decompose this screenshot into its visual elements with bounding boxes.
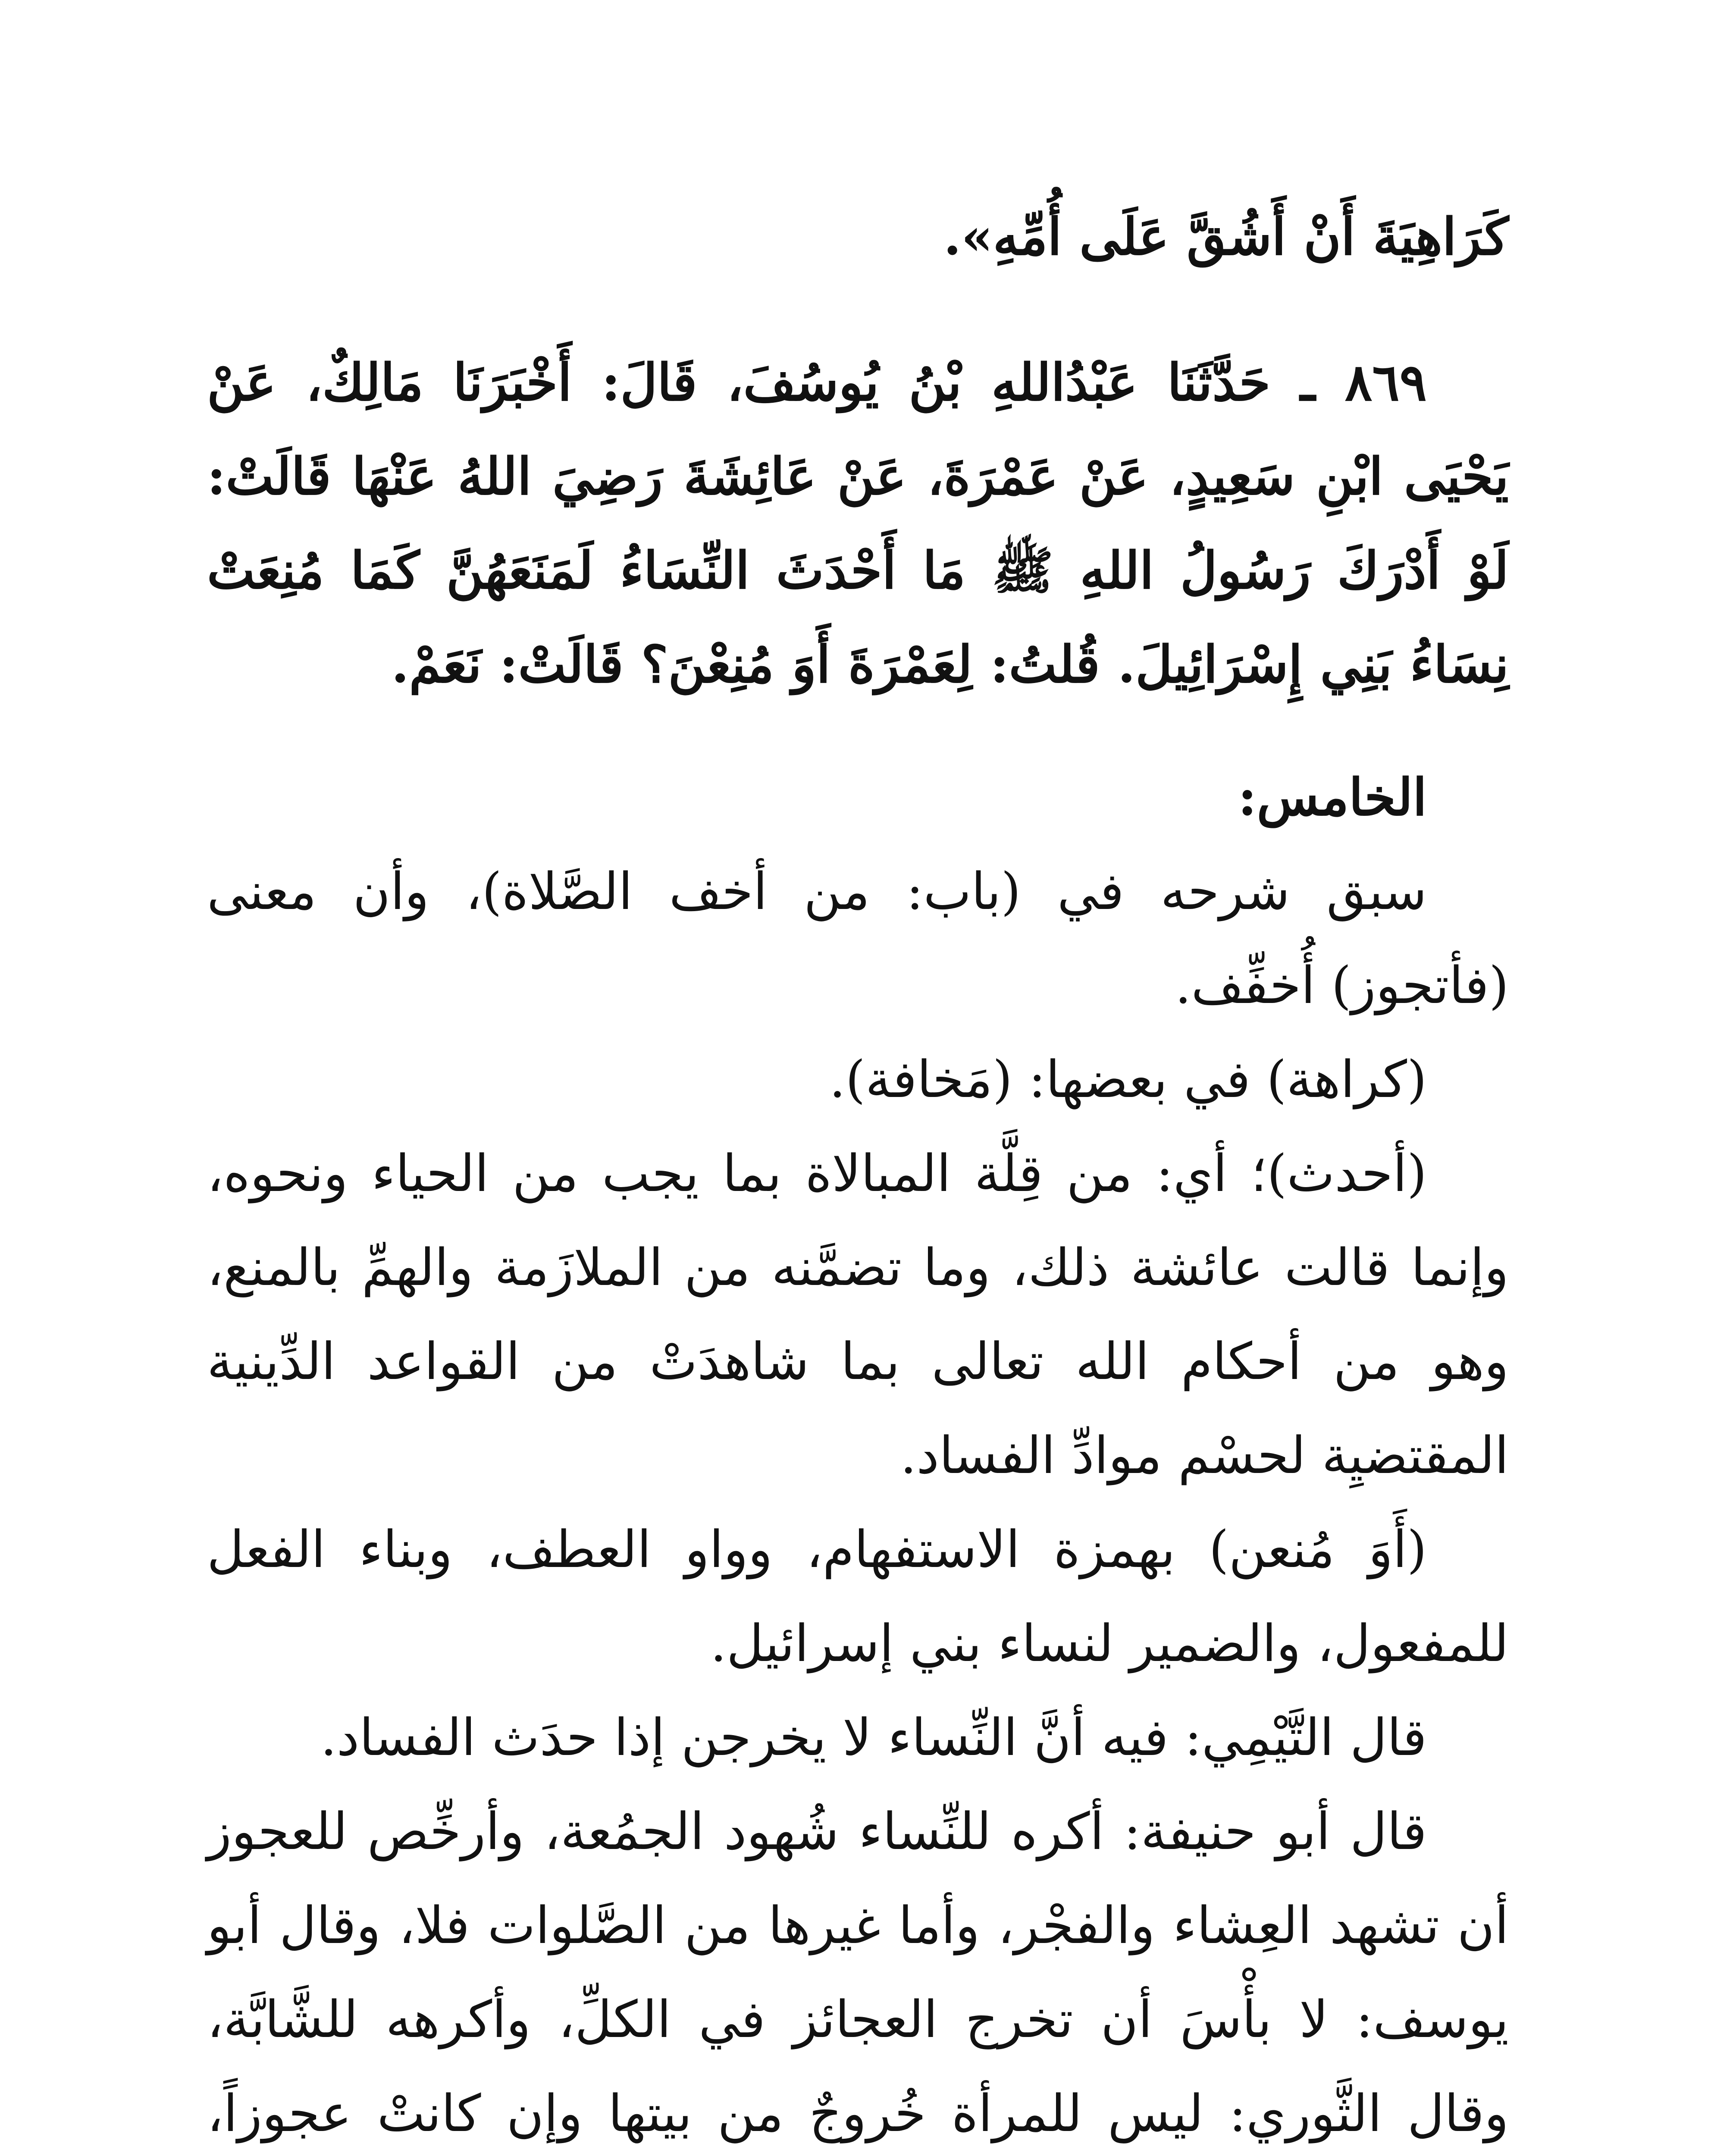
commentary-paragraph-1: سبق شرحه في (باب: من أخف الصَّلاة)، وأن معنى (فأتجوز) أُخفِّف.	[207, 862, 1509, 1015]
hadith-869-text: ٨٦٩ ـ حَدَّثَنَا عَبْدُاللهِ بْنُ يُوسُفَ، قَالَ: أَخْبَرَنَا مَالِكٌ، عَنْ يَحْيَى ابْنِ سَعِيدٍ، عَنْ عَمْرَةَ، عَنْ عَائِشَةَ رَضِيَ اللهُ عَنْهَا قَالَتْ: لَوْ أَدْرَكَ رَسُولُ اللهِ ﷺ مَا أَحْدَثَ النِّسَاءُ لَمَنَعَهُنَّ كَمَا مُنِعَتْ نِسَاءُ بَنِي إِسْرَائِيلَ. قُلتُ: لِعَمْرَةَ أَوَ مُنِعْنَ؟ قَالَتْ: نَعَمْ.	[207, 352, 1509, 694]
page-body	[207, 190, 1509, 2156]
commentary-paragraph-6: قال أبو حنيفة: أكره للنِّساء شُهود الجمُعة، وأرخِّص للعجوز أن تشهد العِشاء والفجْر، وأما غيرها من الصَّلوات فلا، وقال أبو يوسف: لا بأْسَ أن تخرج العجائز في الكلِّ، وأكرهه للشَّابَّة، وقال الثَّوري: ليس للمرأة خُروجٌ من بيتها وإن كانتْ عجوزاً،	[207, 1802, 1509, 2143]
commentary-paragraph-3: (أحدث)؛ أي: من قِلَّة المبالاة بما يجب من الحياء ونحوه، وإنما قالت عائشة ذلك، وما تضمَّنه من الملازَمة والهمِّ بالمنع، وهو من أحكام الله تعالى بما شاهدَتْ من القواعد الدِّينية المقتضيِة لحسْم موادِّ الفساد.	[207, 1144, 1509, 1485]
commentary-paragraph-4: (أَوَ مُنعن) بهمزة الاستفهام، وواو العطف، وبناء الفعل للمفعول، والضمير لنساء بني إسرائيل.	[207, 1520, 1509, 1673]
hadith-continuation-line: كَرَاهِيَةَ أَنْ أَشُقَّ عَلَى أُمِّهِ».	[943, 207, 1509, 266]
commentary-paragraph-5: قال التَّيْمِي: فيه أنَّ النِّساء لا يخرجن إذا حدَث الفساد.	[320, 1708, 1427, 1767]
section-heading: الخامس:	[1238, 767, 1427, 827]
commentary-paragraph-2: (كراهة) في بعضها: (مَخافة).	[829, 1050, 1427, 1109]
